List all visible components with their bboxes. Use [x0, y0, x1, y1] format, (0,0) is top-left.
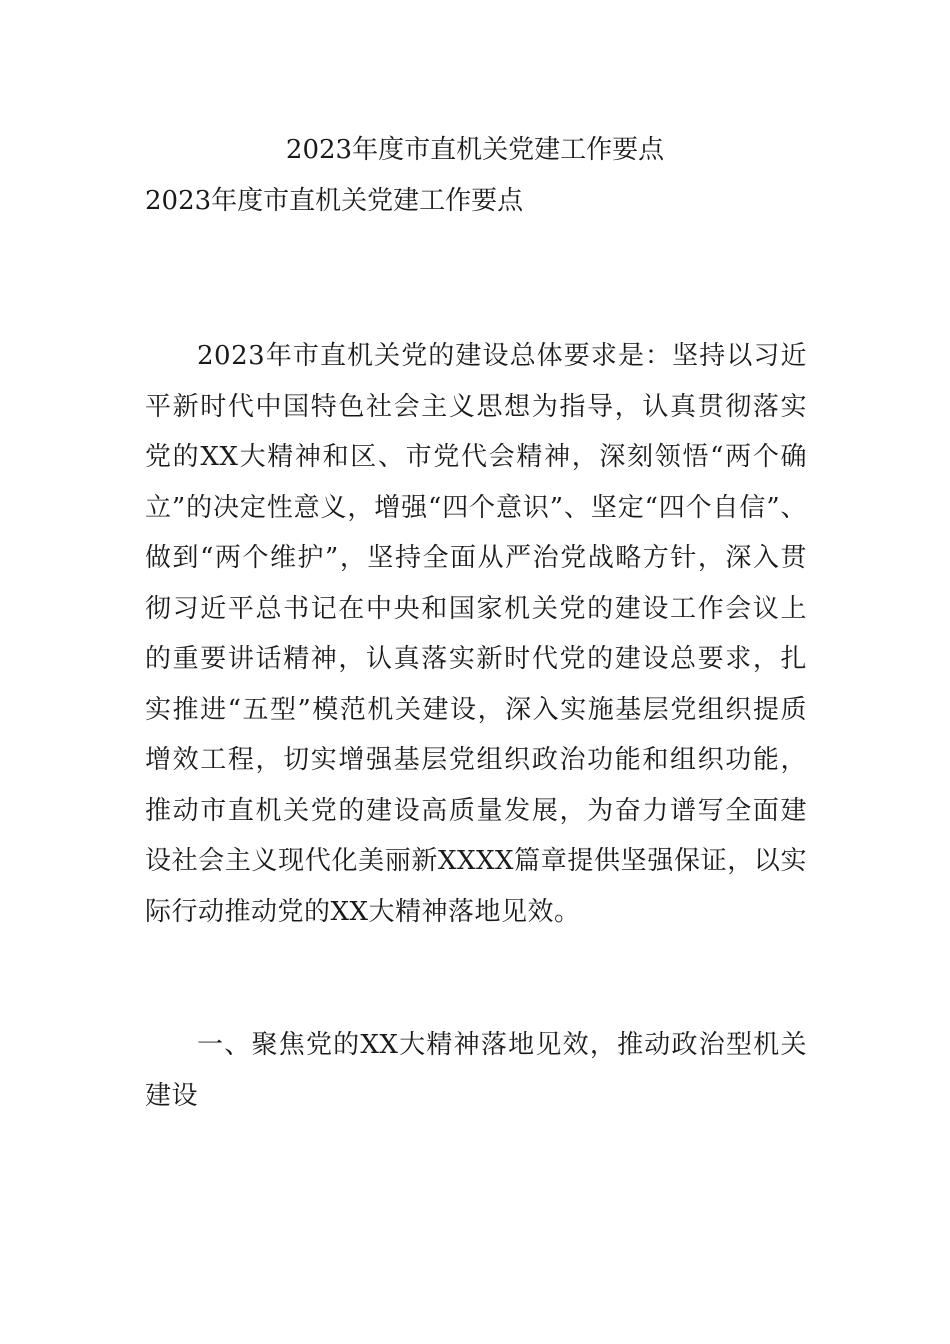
document-subtitle: 2023年度市直机关党建工作要点: [145, 186, 524, 216]
intro-paragraph: 2023年市直机关党的建设总体要求是：坚持以习近平新时代中国特色社会主义思想为指导，认真贯彻落实党的XX大精神和区、市党代会精神，深刻领悟“两个确立”的决定性意义，增强“四个意识”、坚定“四个自信”、做到“两个维护”，坚持全面从严治党战略方针，深入贯彻习近平总书记在中央和国家机关党的建设工作会议上的重要讲话精神，认真落实新时代党的建设总要求，扎实推进“五型”模范机关建设，深入实施基层党组织提质增效工程，切实增强基层党组织政治功能和组织功能，推动市直机关党的建设高质量发展，为奋力谱写全面建设社会主义现代化美丽新XXXX篇章提供坚强保证，以实际行动推动党的XX大精神落地见效。: [145, 341, 807, 927]
document-title: 2023年度市直机关党建工作要点: [285, 135, 665, 165]
section-heading-1: 一、聚焦党的XX大精神落地见效，推动政治型机关建设: [145, 1030, 807, 1111]
